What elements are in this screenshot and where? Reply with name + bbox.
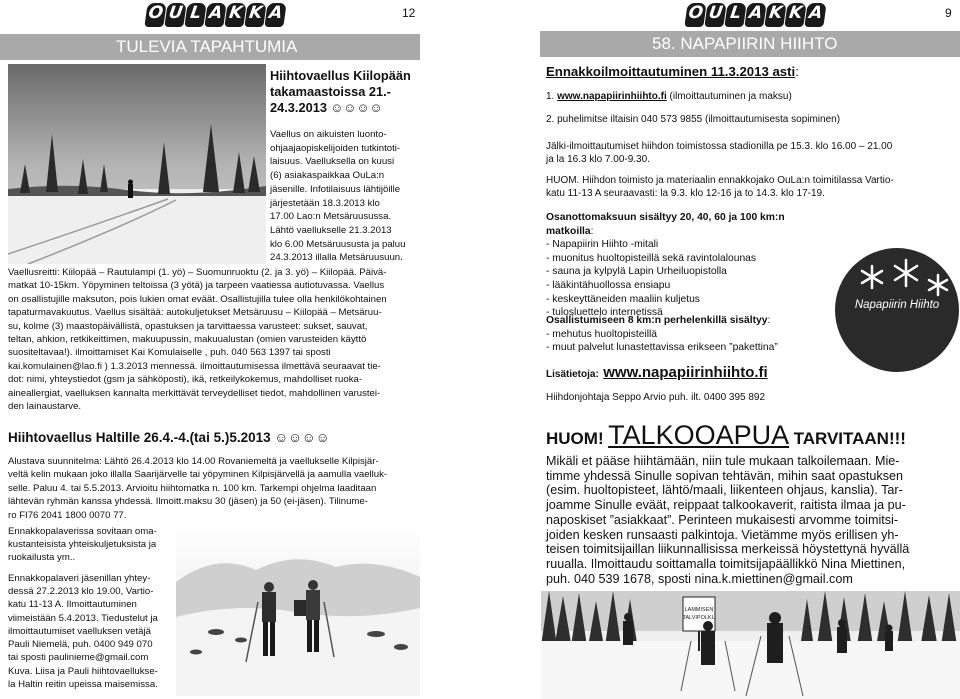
logo-letter: O — [144, 3, 166, 27]
logo-letter: L — [724, 3, 746, 27]
oulakka-logo-left — [146, 3, 285, 27]
logo-letter: K — [224, 3, 246, 27]
race-director: Hiihdonjohtaja Seppo Arvio puh. ilt. 0400 395 892 — [546, 392, 766, 403]
logo-letter: U — [704, 3, 726, 27]
huom-office-info: HUOM. Hiihdon toimisto ja materiaalin ennakkojako OuLa:n toimitilassa Vartio- katu 11-13 A seuraavasti: la 9.3. klo 12-16 ja to 14.3. klo 17-19. — [546, 175, 894, 199]
logo-letter: A — [804, 3, 826, 27]
prereg-item-2: 2. puhelimitse iltaisin 040 573 9855 (ilmoittautumisesta sopiminen) — [546, 114, 841, 125]
event1-body: Vaellusreitti: Kiilopää – Rautulampi (1. yö) – Suomunruoktu (2. ja 3. yö) – Kiilopää. Päivä- matkat 10-15km. Yöpyminen teltoissa (3 yötä) ja tarpeen vaatiessa autiotuvassa. Vaellus on osallistujille maksuton, pois lukien omat eväät. Osallistujilla tulee olla henkilökohtainen tapaturmavakuutus. Vaellus sisältää: autokuljetukset Metsäruusu – Kiilopää – Metsäruu- su, kolme (3) maastopäivällistä, opastuksen ja tarvittaessa varusteet: sukset, sauvat, teltan, ahkion, retkikeittimen, makuupussin, makuualustan (omien varusteiden käyttö suositeltavaa!). ilmoittamiset Kai Komulaiselle , puh. 040 563 1397 tai sposti kai.komulainen@lao.fi ) 1.3.2013 mennessä. ilmoittautumisessa ilmettävä seuraavat tie- dot: nimi, yhteystiedot (gsm ja sähköposti), ikä, retkeilykokemus, mahdolliset ruoka- aineallergiat, vaelluksen kannalta merkittävät terveydelliset tiedot, mahdollinen varustei- den lainaustarve. — [8, 267, 387, 413]
fee-includes: Osanottomaksuun sisältyy 20, 40, 60 ja 100 km:n matkoilla: - Napapiirin Hiihto -mitali - muonitus huoltopisteillä sekä ravintolalounas - sauna ja kylpylä Lapin Urheiluopistolla - lääkintähuollossa ensiapu - keskeyttäneiden maaliin kuljetus - tulosluettelo internetissä — [546, 212, 785, 319]
sign-line-1: LAMMISEN — [684, 607, 714, 613]
more-info-link[interactable]: www.napapiirinhiihto.fi — [603, 364, 768, 381]
page-number: 12 — [402, 6, 416, 20]
page-number: 9 — [945, 6, 952, 20]
logo-letter: A — [264, 3, 286, 27]
event1-side-text: Vaellus on aikuisten luonto- ohjaajaopiskelijoiden tutkintoti- laisuus. Vaelluksella on kuusi (6) asiakaspaikkaa OuLa:n jäsenille. Infotilaisuus lähtijöille järjestetään 18.3.2013 klo 17.00 Lao:n Metsäruusussa. Lähtö vaellukselle 21.3.2013 klo 6.00 Metsäruususta ja paluu 24.3.2013 illalla Metsäruusuun. — [270, 129, 406, 264]
section-banner — [540, 31, 960, 57]
photo-halti-skiers — [176, 522, 420, 696]
event1-title: Hiihtovaellus Kiilopään takamaastoissa 21.- 24.3.2013 ☺☺☺☺ — [270, 68, 411, 115]
event2-title: Hiihtovaellus Haltille 26.4.-4.(tai 5.)5.2013 ☺☺☺☺ — [8, 430, 330, 445]
banner-title: 58. NAPAPIIRIN HIIHTO — [652, 34, 838, 53]
prereg-title: Ennakkoilmoittautuminen 11.3.2013 asti: — [546, 64, 799, 79]
event2-body: Alustava suunnitelma: Lähtö 26.4.2013 klo 14.00 Rovaniemeltä ja vaellukselle Kilpisjär- veltä kelin mukaan joko illalla Saarijärvelle tai yöpyminen Kilpisjärvellä ja aamulla vaelluk- selle. Paluu 4. tai 5.5.2013. Arvioitu hiihtomatka n. 100 km. Tarkempi ohjelma laaditaan lähtevän ryhmän kanssa yhdessä. Ilmoitt.maksu 30 (jäsen) ja 50 (ei-jäsen). Tilinume- ro FI76 2041 1800 0070 77. — [8, 456, 388, 521]
logo-text: Napapiirin Hiihto — [854, 299, 940, 311]
sign-line-2: TALVIPOLKU — [682, 615, 716, 621]
more-info: Lisätietoja: www.napapiirinhiihto.fi — [546, 364, 768, 381]
logo-letter: K — [244, 3, 266, 27]
logo-letter: K — [784, 3, 806, 27]
photo-ski-trek-kiilopaa — [8, 64, 266, 264]
photo-ski-race — [541, 591, 960, 699]
logo-letter: O — [684, 3, 706, 27]
prereg-item-1: 1. www.napapiirinhiihto.fi (ilmoittautuminen ja maksu) — [546, 91, 792, 102]
oulakka-logo-right — [686, 3, 825, 27]
banner-title: TULEVIA TAPAHTUMIA — [116, 37, 298, 56]
volunteer-body: Mikäli et pääse hiihtämään, niin tule mukaan talkoilemaan. Mie- timme yhdessä Sinulle sopivan tehtävän, mihin saat opastuksen (esim. huoltopisteet, lähtö/maali, liikenteen ohjaus, kanslia). Tar- joamme Sinulle eväät, reippaat talkookaverit, raitista ilmaa ja pu- naposkiset ”asiakkaat”. Perinteen mukaisesti arvomme toimitsi- joiden kesken runsaasti palkintoja. Vietämme myös erillisen yh- teisen toimitsijaillan liikunnallisissa merkeissä höystettynä hyvällä ruualla. Ilmoittaudu soittamalla toimitsijapäällikkö Nina Miettinen, puh. 040 539 1678, sposti nina.k.miettinen@gmail.com — [546, 454, 910, 586]
logo-letter: U — [164, 3, 186, 27]
volunteer-heading: HUOM! TALKOOAPUA TARVITAAN!!! — [546, 420, 906, 450]
late-registration: Jälki-ilmoittautumiset hiihdon toimistossa stadionilla pe 15.3. klo 16.00 – 21.00 ja la 16.3 klo 7.00-9.30. — [546, 141, 893, 165]
logo-letter: A — [204, 3, 226, 27]
logo-letter: A — [744, 3, 766, 27]
napapiirin-hiihto-logo — [834, 247, 960, 373]
section-banner — [0, 34, 420, 60]
photo-caption: Kuva. Liisa ja Pauli hiihtovaellukse- la Haltin reitin upeissa maisemissa. — [8, 666, 158, 691]
family-loop-includes: Osallistumiseen 8 km:n perhelenkillä sisältyy: - mehutus huoltopisteillä - muut palvelut lunastettavissa erikseen ”pakettina” — [546, 315, 778, 354]
event2-side-text-1: Ennakkopalaverissa sovitaan oma- kustanteisista yhteiskuljetuksista ja ruokailusta ym.. — [8, 526, 157, 564]
napapiirinhiihto-link[interactable]: www.napapiirinhiihto.fi — [557, 91, 667, 102]
logo-letter: L — [184, 3, 206, 27]
logo-letter: K — [764, 3, 786, 27]
event2-side-text-2: Ennakkopalaveri jäsenillan yhtey- dessä 27.2.2013 klo 19.00, Vartio- katu 11-13 A. Ilmoittautuminen viimeistään 5.4.2013. Tiedustelut ja ilmoittautumiset vaelluksen vetäjä Pauli Niemelä, puh. 0400 949 070 tai sposti paulinieme@gmail.com — [8, 573, 158, 664]
